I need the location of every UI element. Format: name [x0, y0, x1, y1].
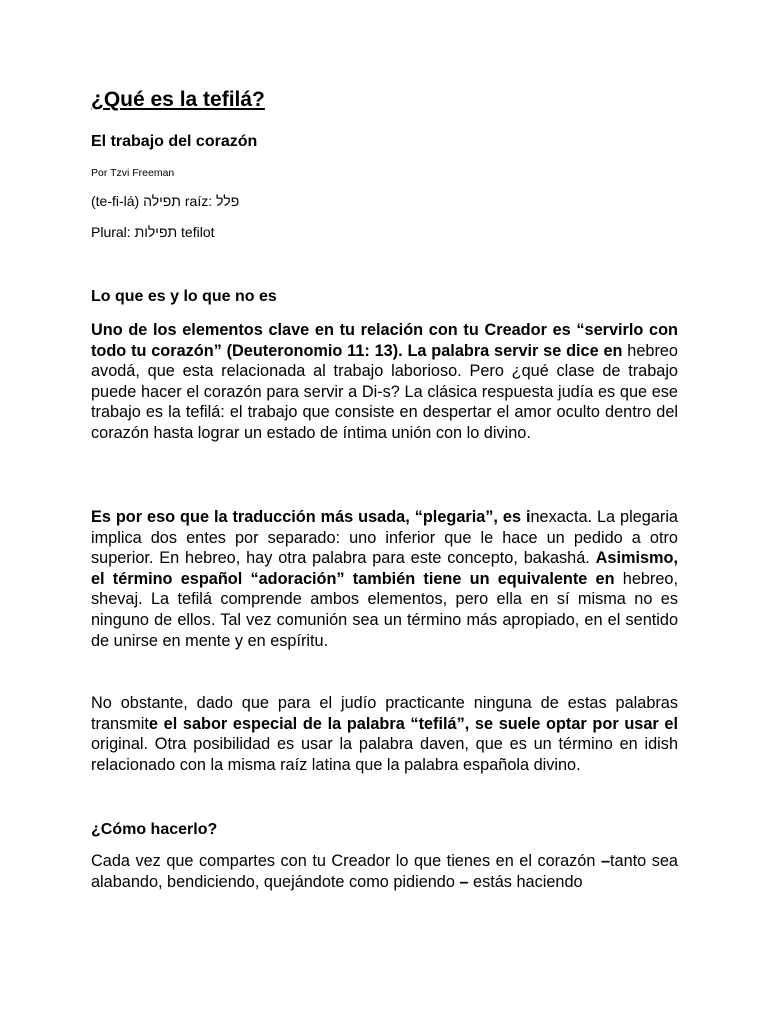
paragraph-3-text-2: original. Otra posibilidad es usar la palabra daven, que es un término en idish relacionado con la misma raíz latina que la palabra española divino. [91, 735, 678, 774]
section-heading-how-to: ¿Cómo hacerlo? [91, 821, 218, 838]
paragraph-4-text-2: tanto sea alabando, bendiciendo, quejándote como pidiendo [91, 852, 678, 891]
paragraph-2-text-2: hebreo, shevaj. La tefilá comprende ambos elementos, pero ella en sí misma no es ninguno de ellos. Tal vez comunión sea un término más apropiado, en el sentido de unirse en mente y en espíritu. [91, 569, 678, 650]
paragraph-2-bold-2: Asimismo, el término español “adoración” también tiene un equivalente en [91, 549, 678, 588]
paragraph-2-bold-1: Es por eso que la traducción más usada, “plegaria”, es i [91, 508, 531, 526]
paragraph-2 [91, 507, 678, 651]
section-heading-what-it-is: Lo que es y lo que no es [91, 288, 277, 305]
author-byline: Por Tzvi Freeman [91, 167, 175, 179]
paragraph-3-text-1: No obstante, dado que para el judío practicante ninguna de estas palabras transmit [91, 694, 678, 733]
paragraph-4-dash-2: – [459, 872, 469, 891]
paragraph-1-bold: Uno de los elementos clave en tu relación con tu Creador es “servirlo con todo tu corazón” (Deuteronomio 11: 13). La palabra servir se dice en [91, 321, 678, 360]
pronunciation-line: (te-fi-lá) תפילה raíz: פלל [91, 193, 240, 209]
paragraph-3 [91, 693, 678, 775]
paragraph-1 [91, 320, 678, 444]
paragraph-3-bold: e el sabor especial de la palabra “tefilá”, se suele optar por usar el [148, 714, 678, 733]
paragraph-4-text-3: estás haciendo [468, 872, 583, 891]
paragraph-4 [91, 851, 678, 892]
paragraph-4-text-1: Cada vez que compartes con tu Creador lo que tienes en el corazón [91, 852, 601, 870]
paragraph-1-text: hebreo avodá, que esta relacionada al trabajo laborioso. Pero ¿qué clase de trabajo puede hacer el corazón para servir a Di-s? La clásica respuesta judía es que ese trabajo es la tefilá: el trabajo que consiste en despertar el amor oculto dentro del corazón hasta lograr un estado de íntima unión con lo divino. [91, 341, 678, 442]
plural-line: Plural: תפילות tefilot [91, 224, 215, 240]
paragraph-4-dash-1: – [600, 852, 610, 870]
page-subtitle: El trabajo del corazón [91, 133, 258, 150]
page-title: ¿Qué es la tefilá? [91, 88, 265, 111]
paragraph-2-text-1: nexacta. La plegaria implica dos entes por separado: uno inferior que le hace un pedido a otro superior. En hebreo, hay otra palabra para este concepto, bakashá. [91, 508, 678, 568]
